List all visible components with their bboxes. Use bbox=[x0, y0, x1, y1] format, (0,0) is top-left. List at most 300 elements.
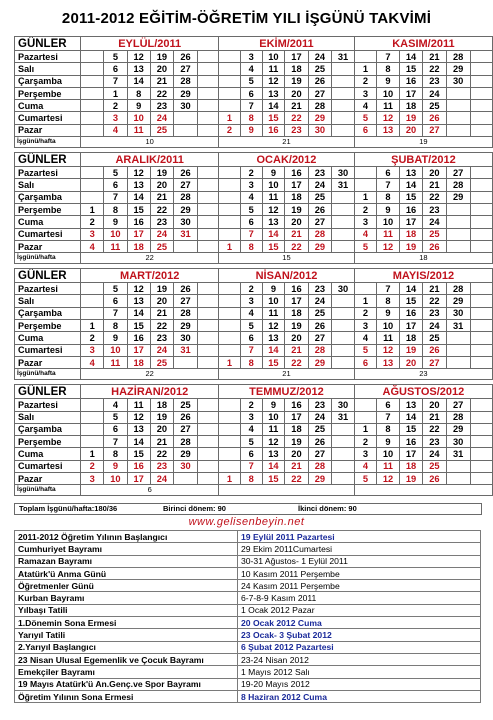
date-cell: 21 bbox=[285, 460, 308, 472]
date-cell bbox=[197, 460, 218, 472]
date-cell: 15 bbox=[262, 473, 285, 485]
date-cell: 11 bbox=[377, 460, 400, 472]
date-cell bbox=[197, 332, 218, 344]
weekday-row bbox=[15, 100, 493, 112]
date-cell: 23 bbox=[285, 124, 308, 136]
date-cell: 6 bbox=[104, 295, 128, 307]
date-cell: 3 bbox=[354, 216, 376, 228]
weekday-label: Pazar bbox=[15, 124, 81, 136]
date-cell: 25 bbox=[150, 240, 174, 252]
date-cell: 6 bbox=[240, 448, 262, 460]
first-term-days: Birinci dönem: 90 bbox=[163, 504, 226, 513]
date-cell bbox=[81, 167, 104, 179]
date-cell bbox=[197, 112, 218, 124]
date-cell: 21 bbox=[422, 51, 446, 63]
date-cell: 15 bbox=[262, 112, 285, 124]
weekday-label: Pazartesi bbox=[15, 167, 81, 179]
date-cell: 10 bbox=[377, 448, 400, 460]
date-cell: 13 bbox=[377, 356, 400, 368]
date-cell bbox=[470, 203, 492, 215]
date-cell bbox=[219, 411, 241, 423]
date-cell: 24 bbox=[150, 112, 174, 124]
date-cell: 19 bbox=[150, 167, 174, 179]
date-cell: 9 bbox=[240, 124, 262, 136]
date-cell: 10 bbox=[104, 473, 128, 485]
gunler-header: GÜNLER bbox=[15, 153, 81, 167]
date-cell: 29 bbox=[174, 203, 198, 215]
weekday-label: Salı bbox=[15, 411, 81, 423]
date-cell bbox=[470, 167, 492, 179]
date-cell: 24 bbox=[150, 344, 174, 356]
date-cell bbox=[197, 320, 218, 332]
date-cell: 26 bbox=[308, 436, 331, 448]
date-cell bbox=[470, 63, 492, 75]
event-date: 24 Kasım 2011 Perşembe bbox=[238, 580, 481, 592]
date-cell: 28 bbox=[174, 75, 198, 87]
event-row bbox=[15, 678, 481, 690]
date-cell: 31 bbox=[332, 411, 355, 423]
date-cell: 5 bbox=[354, 240, 376, 252]
calendar-grid bbox=[14, 36, 493, 496]
date-cell: 12 bbox=[262, 436, 285, 448]
date-cell bbox=[354, 167, 376, 179]
date-cell: 6 bbox=[240, 87, 262, 99]
date-cell: 20 bbox=[150, 63, 174, 75]
date-cell bbox=[197, 216, 218, 228]
date-cell: 18 bbox=[150, 399, 174, 411]
date-cell: 12 bbox=[127, 283, 150, 295]
date-cell: 24 bbox=[150, 473, 174, 485]
weekday-label: Cuma bbox=[15, 332, 81, 344]
date-cell: 24 bbox=[308, 179, 331, 191]
event-name: Ramazan Bayramı bbox=[15, 555, 238, 567]
date-cell: 29 bbox=[446, 295, 470, 307]
date-cell: 13 bbox=[262, 448, 285, 460]
date-cell bbox=[470, 216, 492, 228]
date-cell: 19 bbox=[150, 51, 174, 63]
date-cell: 18 bbox=[285, 307, 308, 319]
date-cell bbox=[81, 51, 104, 63]
date-cell: 4 bbox=[354, 332, 376, 344]
date-cell bbox=[174, 473, 198, 485]
date-cell: 14 bbox=[400, 411, 423, 423]
date-cell bbox=[81, 63, 104, 75]
weekday-row bbox=[15, 87, 493, 99]
date-cell bbox=[197, 203, 218, 215]
date-cell: 4 bbox=[104, 124, 128, 136]
date-cell: 12 bbox=[377, 112, 400, 124]
month-name: ARALIK/2011 bbox=[81, 153, 219, 167]
date-cell: 23 bbox=[422, 307, 446, 319]
date-cell bbox=[470, 448, 492, 460]
date-cell: 14 bbox=[400, 179, 423, 191]
date-cell: 22 bbox=[422, 191, 446, 203]
month-name: EYLÜL/2011 bbox=[81, 37, 219, 51]
date-cell bbox=[470, 87, 492, 99]
event-date: 20 Ocak 2012 Cuma bbox=[238, 617, 481, 629]
date-cell: 3 bbox=[81, 228, 104, 240]
workdays-value: 15 bbox=[219, 253, 355, 264]
date-cell: 23 bbox=[150, 332, 174, 344]
event-date: 10 Kasım 2011 Perşembe bbox=[238, 567, 481, 579]
date-cell: 6 bbox=[377, 399, 400, 411]
weekday-row bbox=[15, 436, 493, 448]
date-cell: 19 bbox=[285, 320, 308, 332]
date-cell bbox=[81, 124, 104, 136]
date-cell: 20 bbox=[150, 423, 174, 435]
date-cell: 12 bbox=[377, 240, 400, 252]
date-cell bbox=[470, 307, 492, 319]
event-name: Cumhuriyet Bayramı bbox=[15, 543, 238, 555]
date-cell: 9 bbox=[104, 216, 128, 228]
date-cell: 29 bbox=[174, 320, 198, 332]
workdays-label: İşgünü/hafta bbox=[15, 137, 81, 148]
date-cell bbox=[219, 51, 241, 63]
date-cell: 1 bbox=[354, 295, 376, 307]
date-cell: 7 bbox=[240, 460, 262, 472]
date-cell bbox=[470, 283, 492, 295]
date-cell: 12 bbox=[127, 411, 150, 423]
date-cell bbox=[197, 75, 218, 87]
date-cell: 17 bbox=[285, 179, 308, 191]
date-cell: 12 bbox=[262, 75, 285, 87]
date-cell bbox=[219, 63, 241, 75]
summary-row bbox=[14, 503, 482, 515]
date-cell bbox=[332, 332, 355, 344]
date-cell: 8 bbox=[104, 320, 128, 332]
date-cell: 15 bbox=[127, 320, 150, 332]
date-cell: 7 bbox=[377, 411, 400, 423]
date-cell: 29 bbox=[174, 448, 198, 460]
weekday-label: Pazar bbox=[15, 240, 81, 252]
date-cell: 4 bbox=[354, 228, 376, 240]
weekday-label: Pazar bbox=[15, 356, 81, 368]
date-cell bbox=[470, 124, 492, 136]
date-cell: 12 bbox=[262, 203, 285, 215]
date-cell: 23 bbox=[150, 460, 174, 472]
event-date: 29 Ekim 2011Cumartesi bbox=[238, 543, 481, 555]
date-cell: 1 bbox=[354, 191, 376, 203]
date-cell: 18 bbox=[285, 191, 308, 203]
date-cell: 17 bbox=[285, 51, 308, 63]
date-cell: 2 bbox=[81, 216, 104, 228]
date-cell: 30 bbox=[174, 216, 198, 228]
date-cell: 13 bbox=[127, 423, 150, 435]
date-cell: 1 bbox=[81, 203, 104, 215]
date-cell: 10 bbox=[262, 51, 285, 63]
workdays-row bbox=[15, 369, 493, 380]
date-cell bbox=[332, 423, 355, 435]
date-cell bbox=[219, 320, 241, 332]
date-cell: 13 bbox=[262, 216, 285, 228]
date-cell bbox=[332, 63, 355, 75]
date-cell bbox=[470, 100, 492, 112]
weekday-label: Cumartesi bbox=[15, 460, 81, 472]
month-name: NİSAN/2012 bbox=[219, 269, 355, 283]
date-cell bbox=[446, 216, 470, 228]
date-cell: 23 bbox=[422, 436, 446, 448]
workdays-label: İşgünü/hafta bbox=[15, 253, 81, 264]
date-cell: 2 bbox=[219, 124, 241, 136]
date-cell bbox=[197, 179, 218, 191]
date-cell: 14 bbox=[127, 75, 150, 87]
date-cell: 3 bbox=[354, 87, 376, 99]
date-cell: 9 bbox=[262, 167, 285, 179]
date-cell: 11 bbox=[104, 356, 128, 368]
date-cell: 29 bbox=[308, 473, 331, 485]
weekday-row bbox=[15, 307, 493, 319]
date-cell: 8 bbox=[240, 356, 262, 368]
date-cell: 10 bbox=[262, 179, 285, 191]
date-cell: 13 bbox=[127, 295, 150, 307]
month-name: KASIM/2011 bbox=[354, 37, 492, 51]
event-row bbox=[15, 580, 481, 592]
event-row bbox=[15, 531, 481, 543]
date-cell bbox=[446, 87, 470, 99]
event-name: Öğretim Yılının Sona Ermesi bbox=[15, 690, 238, 702]
date-cell: 31 bbox=[332, 51, 355, 63]
event-date: 23 Ocak- 3 Şubat 2012 bbox=[238, 629, 481, 641]
weekday-row bbox=[15, 320, 493, 332]
second-term-days: İkinci dönem: 90 bbox=[298, 504, 357, 513]
date-cell: 18 bbox=[285, 63, 308, 75]
weekday-row bbox=[15, 63, 493, 75]
date-cell: 28 bbox=[446, 283, 470, 295]
date-cell: 2 bbox=[240, 399, 262, 411]
date-cell: 13 bbox=[262, 332, 285, 344]
date-cell: 22 bbox=[285, 473, 308, 485]
date-cell: 9 bbox=[104, 460, 128, 472]
date-cell bbox=[446, 112, 470, 124]
date-cell: 11 bbox=[262, 307, 285, 319]
date-cell: 30 bbox=[332, 283, 355, 295]
date-cell: 6 bbox=[240, 332, 262, 344]
date-cell: 6 bbox=[377, 167, 400, 179]
date-cell: 28 bbox=[308, 228, 331, 240]
date-cell: 26 bbox=[308, 203, 331, 215]
date-cell: 30 bbox=[174, 332, 198, 344]
date-cell: 19 bbox=[400, 112, 423, 124]
date-cell: 25 bbox=[308, 63, 331, 75]
date-cell bbox=[197, 307, 218, 319]
weekday-label: Çarşamba bbox=[15, 191, 81, 203]
weekday-row bbox=[15, 356, 493, 368]
weekday-row bbox=[15, 179, 493, 191]
date-cell: 29 bbox=[308, 112, 331, 124]
date-cell bbox=[332, 75, 355, 87]
month-header-row bbox=[15, 153, 493, 167]
date-cell: 30 bbox=[174, 460, 198, 472]
date-cell: 8 bbox=[127, 87, 150, 99]
date-cell bbox=[446, 473, 470, 485]
weekday-row bbox=[15, 191, 493, 203]
date-cell: 28 bbox=[308, 460, 331, 472]
date-cell: 17 bbox=[127, 228, 150, 240]
date-cell: 20 bbox=[285, 448, 308, 460]
date-cell: 27 bbox=[422, 124, 446, 136]
date-cell bbox=[81, 191, 104, 203]
date-cell bbox=[446, 203, 470, 215]
date-cell: 8 bbox=[377, 295, 400, 307]
date-cell: 30 bbox=[308, 124, 331, 136]
date-cell bbox=[197, 295, 218, 307]
weekday-row bbox=[15, 423, 493, 435]
date-cell: 9 bbox=[377, 436, 400, 448]
date-cell: 11 bbox=[377, 228, 400, 240]
date-cell: 10 bbox=[127, 112, 150, 124]
date-cell: 21 bbox=[422, 179, 446, 191]
date-cell: 3 bbox=[81, 473, 104, 485]
gunler-header: GÜNLER bbox=[15, 37, 81, 51]
weekday-row bbox=[15, 203, 493, 215]
date-cell: 2 bbox=[104, 100, 128, 112]
date-cell: 7 bbox=[377, 283, 400, 295]
date-cell bbox=[354, 51, 376, 63]
workdays-label: İşgünü/hafta bbox=[15, 485, 81, 496]
date-cell bbox=[81, 399, 104, 411]
weekday-row bbox=[15, 295, 493, 307]
event-row bbox=[15, 567, 481, 579]
date-cell: 14 bbox=[262, 344, 285, 356]
event-row bbox=[15, 629, 481, 641]
date-cell: 28 bbox=[446, 179, 470, 191]
date-cell bbox=[174, 124, 198, 136]
date-cell: 11 bbox=[377, 100, 400, 112]
date-cell: 8 bbox=[104, 448, 128, 460]
date-cell: 15 bbox=[127, 448, 150, 460]
date-cell: 26 bbox=[308, 75, 331, 87]
weekday-row bbox=[15, 399, 493, 411]
date-cell: 16 bbox=[285, 283, 308, 295]
date-cell: 3 bbox=[240, 179, 262, 191]
event-date: 1 Mayıs 2012 Salı bbox=[238, 666, 481, 678]
date-cell: 12 bbox=[377, 344, 400, 356]
date-cell bbox=[332, 356, 355, 368]
date-cell: 31 bbox=[332, 179, 355, 191]
date-cell bbox=[219, 228, 241, 240]
date-cell: 22 bbox=[285, 112, 308, 124]
total-workdays: Toplam İşgünü/hafta:180/36 bbox=[19, 504, 118, 513]
date-cell: 4 bbox=[81, 356, 104, 368]
date-cell: 17 bbox=[127, 344, 150, 356]
date-cell: 21 bbox=[422, 411, 446, 423]
date-cell: 25 bbox=[422, 332, 446, 344]
weekday-label: Perşembe bbox=[15, 436, 81, 448]
date-cell: 1 bbox=[104, 87, 128, 99]
weekday-label: Cuma bbox=[15, 216, 81, 228]
date-cell bbox=[174, 356, 198, 368]
website-watermark: www.gelisenbeyin.net bbox=[188, 516, 305, 528]
date-cell bbox=[470, 240, 492, 252]
weekday-row bbox=[15, 283, 493, 295]
date-cell: 26 bbox=[422, 473, 446, 485]
date-cell: 1 bbox=[354, 63, 376, 75]
date-cell: 5 bbox=[104, 283, 128, 295]
date-cell bbox=[332, 307, 355, 319]
gunler-header: GÜNLER bbox=[15, 385, 81, 399]
workdays-value: 21 bbox=[219, 369, 355, 380]
date-cell: 17 bbox=[127, 473, 150, 485]
date-cell bbox=[197, 411, 218, 423]
date-cell bbox=[197, 100, 218, 112]
date-cell: 4 bbox=[240, 63, 262, 75]
date-cell: 5 bbox=[354, 112, 376, 124]
date-cell: 18 bbox=[285, 423, 308, 435]
date-cell bbox=[332, 112, 355, 124]
date-cell bbox=[81, 423, 104, 435]
date-cell: 28 bbox=[446, 411, 470, 423]
date-cell: 19 bbox=[400, 344, 423, 356]
date-cell bbox=[197, 283, 218, 295]
date-cell bbox=[470, 51, 492, 63]
workdays-value: 19 bbox=[354, 137, 492, 148]
date-cell: 6 bbox=[240, 216, 262, 228]
date-cell: 21 bbox=[422, 283, 446, 295]
date-cell: 26 bbox=[174, 283, 198, 295]
event-date: 19-20 Mayıs 2012 bbox=[238, 678, 481, 690]
date-cell: 7 bbox=[240, 100, 262, 112]
date-cell: 14 bbox=[127, 436, 150, 448]
event-row bbox=[15, 555, 481, 567]
date-cell bbox=[197, 124, 218, 136]
date-cell: 20 bbox=[285, 216, 308, 228]
date-cell bbox=[332, 228, 355, 240]
event-date: 8 Haziran 2012 Cuma bbox=[238, 690, 481, 702]
date-cell: 26 bbox=[174, 51, 198, 63]
date-cell bbox=[197, 344, 218, 356]
event-name: Öğretmenler Günü bbox=[15, 580, 238, 592]
date-cell: 2 bbox=[240, 167, 262, 179]
date-cell: 28 bbox=[174, 191, 198, 203]
weekday-label: Pazar bbox=[15, 473, 81, 485]
date-cell: 8 bbox=[377, 191, 400, 203]
date-cell bbox=[470, 436, 492, 448]
date-cell bbox=[81, 179, 104, 191]
date-cell: 27 bbox=[174, 295, 198, 307]
workdays-value: 21 bbox=[219, 137, 355, 148]
date-cell: 8 bbox=[104, 203, 128, 215]
weekday-row bbox=[15, 460, 493, 472]
date-cell: 4 bbox=[81, 240, 104, 252]
date-cell bbox=[219, 216, 241, 228]
date-cell: 24 bbox=[308, 411, 331, 423]
date-cell: 4 bbox=[354, 100, 376, 112]
event-name: 2.Yarıyıl Başlangıcı bbox=[15, 641, 238, 653]
month-header-row bbox=[15, 385, 493, 399]
date-cell bbox=[470, 112, 492, 124]
date-cell: 10 bbox=[104, 228, 128, 240]
date-cell bbox=[81, 100, 104, 112]
date-cell: 10 bbox=[262, 295, 285, 307]
date-cell: 20 bbox=[400, 356, 423, 368]
date-cell bbox=[332, 191, 355, 203]
date-cell: 20 bbox=[400, 124, 423, 136]
date-cell: 23 bbox=[422, 75, 446, 87]
date-cell bbox=[197, 240, 218, 252]
date-cell bbox=[446, 356, 470, 368]
date-cell: 1 bbox=[219, 473, 241, 485]
date-cell bbox=[197, 356, 218, 368]
date-cell: 19 bbox=[400, 473, 423, 485]
date-cell: 3 bbox=[240, 411, 262, 423]
date-cell: 11 bbox=[127, 124, 150, 136]
weekday-row bbox=[15, 332, 493, 344]
date-cell: 19 bbox=[285, 203, 308, 215]
date-cell bbox=[197, 448, 218, 460]
date-cell: 4 bbox=[240, 307, 262, 319]
date-cell: 16 bbox=[262, 124, 285, 136]
workdays-row bbox=[15, 485, 493, 496]
